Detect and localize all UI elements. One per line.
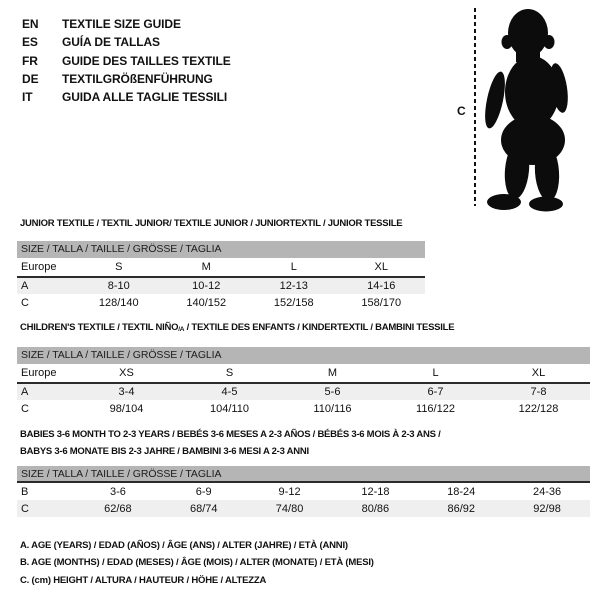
header-cell: Europe [17, 258, 75, 277]
row-label: C [21, 296, 29, 309]
cell: 7-8 [487, 383, 590, 400]
language-code: FR [22, 53, 38, 68]
babies-heading-line1: BABIES 3-6 MONTH TO 2-3 YEARS / BEBÉS 3-6 MESES A 2-3 AÑOS / BÉBÉS 3-6 MOIS À 2-3 ANS / [20, 429, 441, 440]
header-cell: M [163, 258, 251, 277]
cell: 98/104 [109, 402, 144, 415]
guide-title: GUÍA DE TALLAS [62, 35, 160, 50]
children-row-age [17, 383, 590, 400]
junior-size-table [17, 241, 425, 311]
cell: 4-5 [178, 383, 281, 400]
footnote-c: C. (cm) HEIGHT / ALTURA / HAUTEUR / HÖHE / ALTEZZA [20, 574, 267, 586]
header-cell: XS [75, 364, 178, 383]
cell: 110/116 [313, 402, 352, 415]
cell: 158/170 [361, 296, 402, 309]
header-cell: M [281, 364, 384, 383]
language-code: EN [22, 17, 39, 31]
header-cell: Europe [17, 364, 75, 383]
language-row-en [22, 15, 231, 33]
row-label: C [21, 402, 29, 415]
footnotes-block [20, 537, 374, 589]
cell: 140/152 [186, 296, 227, 309]
cell: 68/74 [161, 500, 247, 517]
cell: 3-4 [75, 383, 178, 400]
height-measure-label: C [457, 104, 466, 118]
children-header-row [17, 364, 590, 383]
babies-section-heading [20, 427, 490, 461]
cell: 116/122 [416, 402, 455, 415]
cell: 152/158 [273, 296, 314, 309]
guide-title: GUIDE DES TAILLES TEXTILE [62, 53, 231, 68]
junior-row-height [17, 294, 425, 311]
language-title-block [22, 15, 231, 106]
guide-title: GUIDA ALLE TAGLIE TESSILI [62, 90, 228, 105]
footnote-a: A. AGE (YEARS) / EDAD (AÑOS) / ÂGE (ANS) / ALTER (JAHRE) / ETÀ (ANNI) [20, 540, 348, 551]
cell: 9-12 [278, 485, 301, 498]
cell: 3-6 [109, 485, 126, 498]
junior-header-row [17, 258, 425, 277]
cell: 6-7 [384, 383, 487, 400]
baby-silhouette-svg [479, 6, 593, 212]
header-cell: XL [338, 258, 426, 277]
row-label: B [21, 485, 29, 498]
cell: 8-10 [75, 277, 163, 294]
cell: 10-12 [163, 277, 251, 294]
cell: 104/110 [210, 402, 249, 415]
language-code: IT [22, 90, 33, 105]
babies-table-grid [17, 483, 590, 517]
children-table-grid [17, 364, 590, 417]
language-code: ES [22, 35, 38, 50]
size-header-bar: SIZE / TALLA / TAILLE / GRÖSSE / TAGLIA [17, 466, 590, 483]
junior-table-grid [17, 258, 425, 311]
children-row-height [17, 400, 590, 417]
language-code: DE [22, 71, 39, 86]
header-cell: S [75, 258, 163, 277]
header-cell: L [250, 258, 338, 277]
language-row-it [22, 88, 231, 106]
cell: 18-24 [447, 485, 476, 498]
children-size-table [17, 347, 590, 417]
header-cell: S [178, 364, 281, 383]
cell: 14-16 [338, 277, 426, 294]
children-heading-subscript: /A [178, 326, 185, 333]
row-label: C [17, 500, 75, 517]
language-row-de [22, 70, 231, 88]
footnote-b: B. AGE (MONTHS) / EDAD (MESES) / ÂGE (MOIS) / ALTER (MONATE) / ETÀ (MESI) [20, 557, 374, 569]
cell: 86/92 [418, 500, 504, 517]
cell: 24-36 [533, 485, 562, 498]
header-cell: XL [487, 364, 590, 383]
children-heading-post: / TEXTILE DES ENFANTS / KINDERTEXTIL / BAMBINI TESSILE [184, 322, 455, 333]
babies-row-height [17, 500, 590, 517]
height-measure-dashed-line [474, 8, 476, 206]
cell: 92/98 [504, 500, 590, 517]
cell: 122/128 [518, 402, 559, 415]
babies-heading-line2: BABYS 3-6 MONATE BIS 2-3 JAHRE / BAMBINI 3-6 MESI A 2-3 ANNI [20, 445, 309, 457]
cell: 5-6 [281, 383, 384, 400]
cell: 62/68 [75, 500, 161, 517]
language-row-fr [22, 52, 231, 70]
size-header-bar: SIZE / TALLA / TAILLE / GRÖSSE / TAGLIA [17, 347, 590, 364]
baby-silhouette-image [479, 6, 593, 212]
guide-title: TEXTILGRÖßENFÜHRUNG [62, 71, 213, 86]
cell: 80/86 [332, 500, 418, 517]
cell: 12-18 [361, 485, 390, 498]
junior-row-age [17, 277, 425, 294]
row-label: A [17, 383, 75, 400]
size-header-bar: SIZE / TALLA / TAILLE / GRÖSSE / TAGLIA [17, 241, 425, 258]
junior-section-heading: JUNIOR TEXTILE / TEXTIL JUNIOR/ TEXTILE JUNIOR / JUNIORTEXTIL / JUNIOR TESSILE [20, 218, 403, 229]
children-section-heading [20, 322, 454, 333]
cell: 128/140 [98, 296, 139, 309]
babies-size-table [17, 466, 590, 517]
children-heading-pre: CHILDREN'S TEXTILE / TEXTIL NIÑO [20, 322, 179, 333]
header-cell: L [384, 364, 487, 383]
guide-title: TEXTILE SIZE GUIDE [62, 17, 181, 31]
row-label: A [17, 277, 75, 294]
language-row-es [22, 33, 231, 51]
cell: 74/80 [247, 500, 333, 517]
cell: 12-13 [250, 277, 338, 294]
babies-row-age [17, 483, 590, 500]
cell: 6-9 [195, 485, 212, 498]
